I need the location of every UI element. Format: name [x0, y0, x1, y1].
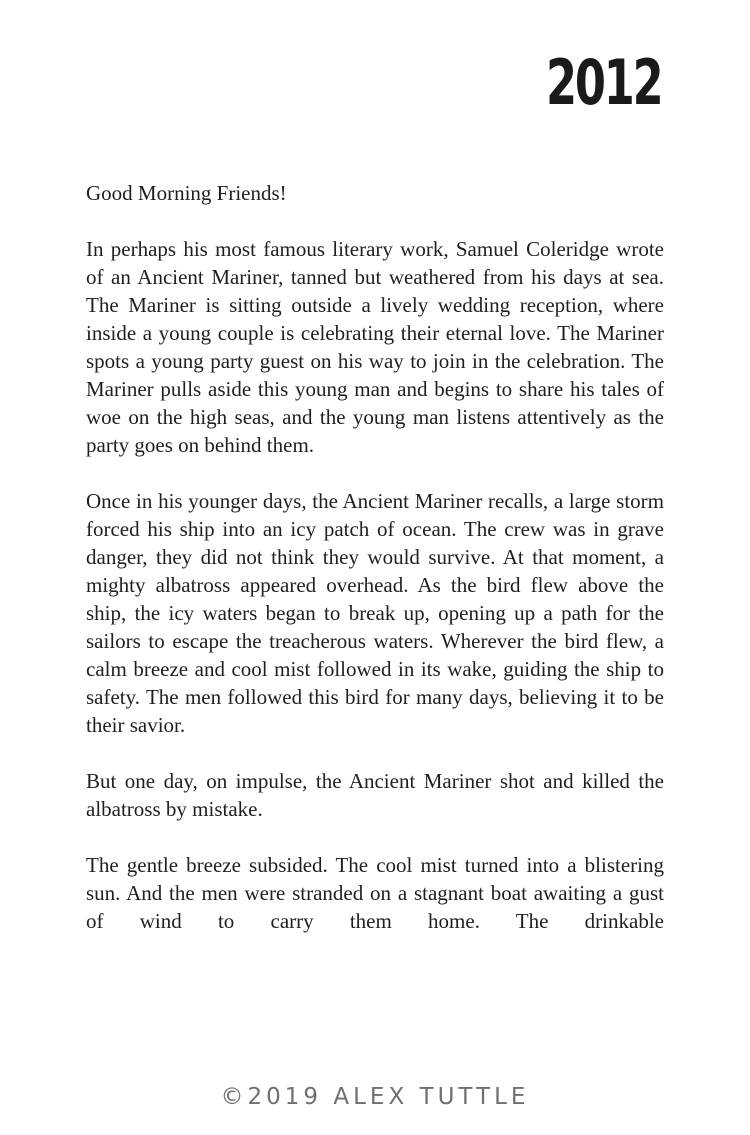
greeting-paragraph: Good Morning Friends!	[86, 181, 287, 205]
copyright-footer: ©2019 ALEX TUTTLE	[220, 1084, 530, 1110]
paragraph-impulse: But one day, on impulse, the Ancient Mariner shot and killed the albatross by mistake.	[86, 769, 664, 821]
paragraph-storm: Once in his younger days, the Ancient Mariner recalls, a large storm forced his ship into an icy patch of ocean. The crew was in grave danger, they did not think they would survive. At that moment, a mighty albatross appeared overhead. As the bird flew above the ship, the icy waters began to break up, opening up a path for the sailors to escape the treacherous waters. Wherever the bird flew, a calm breeze and cool mist followed in its wake, guiding the ship to safety. The men followed this bird for many days, believing it to be their savior.	[86, 489, 664, 737]
paragraph-coleridge: In perhaps his most famous literary work, Samuel Coleridge wrote of an Ancient Mariner, tanned but weathered from his days at sea. The Mariner is sitting outside a lively wedding reception, where inside a young couple is celebrating their eternal love. The Mariner spots a young party guest on his way to join in the celebration. The Mariner pulls aside this young man and begins to share his tales of woe on the high seas, and the young man listens attentively as the party goes on behind them.	[86, 237, 664, 457]
paragraph-breeze: The gentle breeze subsided. The cool mist turned into a blistering sun. And the men were stranded on a stagnant boat awaiting a gust of wind to carry them home. The drinkable	[86, 853, 664, 933]
page-body	[86, 179, 664, 963]
page-year-heading: 2012	[546, 46, 662, 119]
